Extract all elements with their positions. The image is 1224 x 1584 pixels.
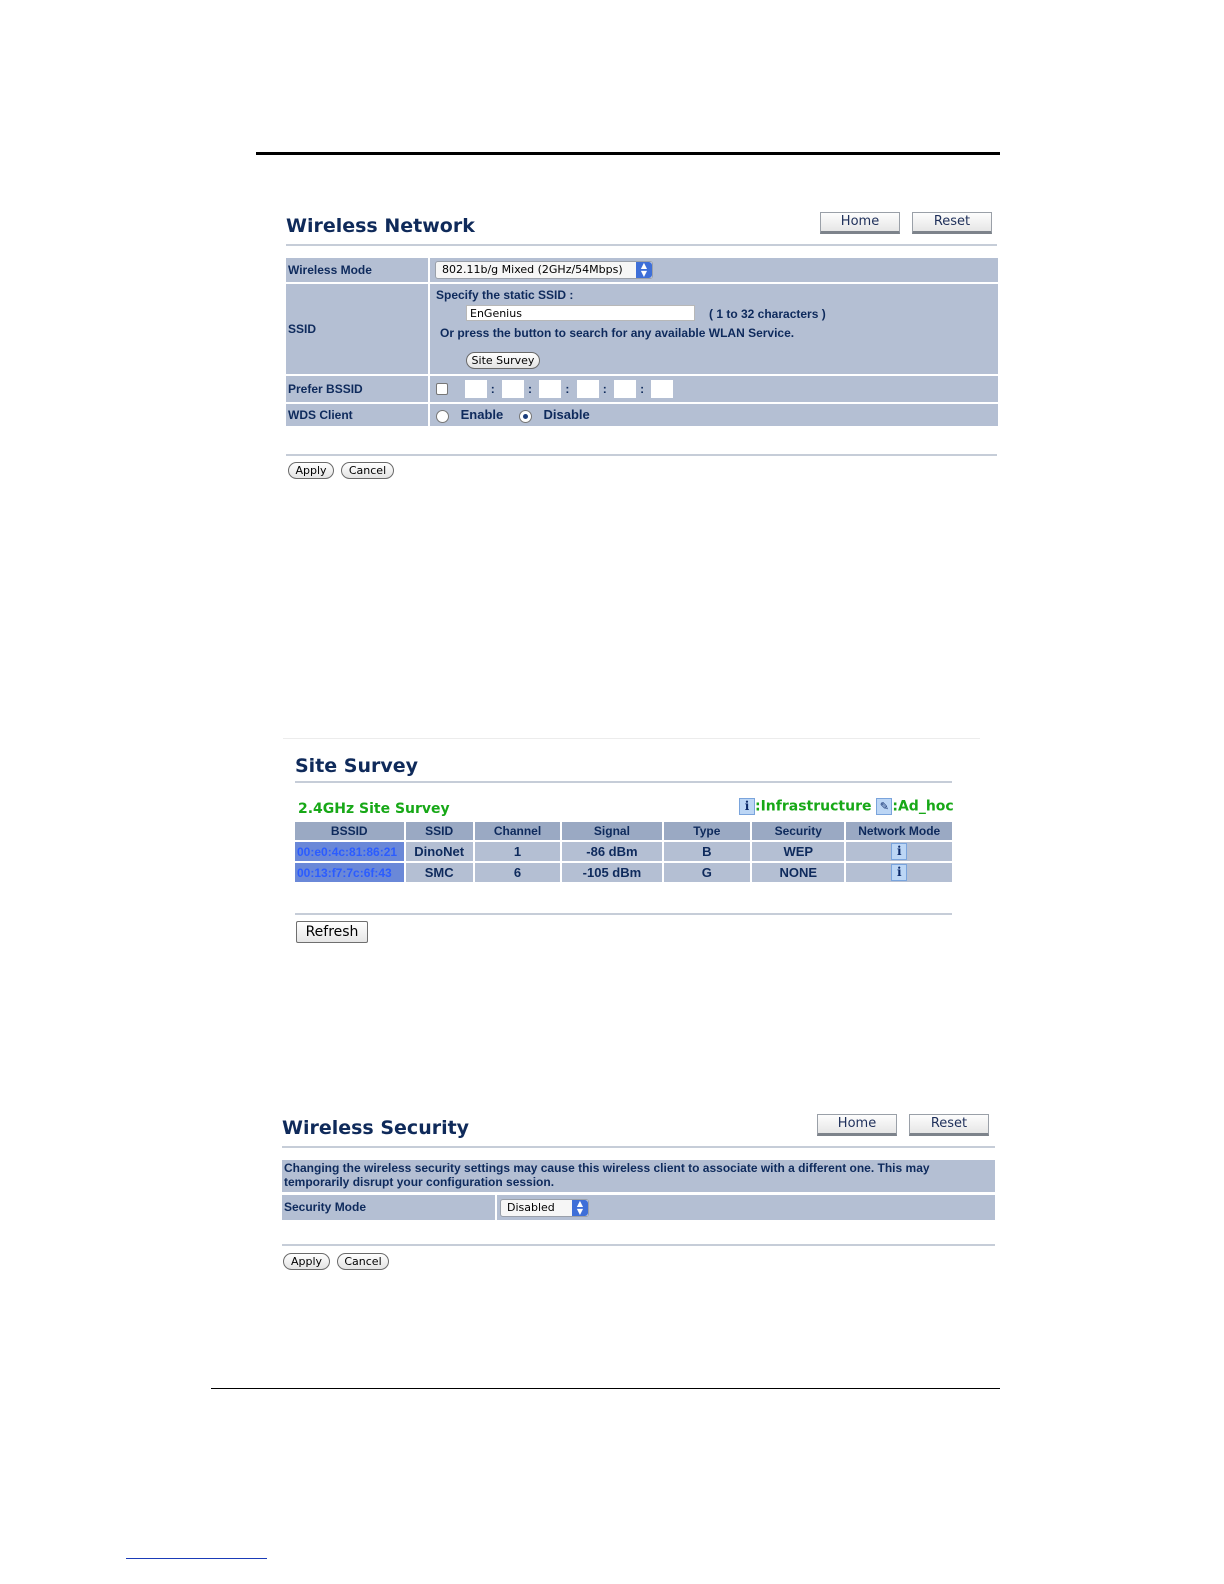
apply-button[interactable]: Apply xyxy=(288,462,334,479)
network-mode-cell xyxy=(846,842,952,861)
title-divider xyxy=(282,1146,995,1148)
bssid-octet-input[interactable] xyxy=(539,380,561,398)
bssid-link[interactable]: 00:e0:4c:81:86:21 xyxy=(295,842,404,861)
refresh-button[interactable]: Refresh xyxy=(296,921,368,943)
channel-cell: 6 xyxy=(475,863,560,882)
apply-button[interactable]: Apply xyxy=(283,1253,330,1270)
channel-cell: 1 xyxy=(475,842,560,861)
adhoc-icon: ✎ xyxy=(876,798,892,815)
page-header-rule xyxy=(256,152,1000,155)
ssid-prompt: Specify the static SSID : xyxy=(436,288,574,302)
ssid-length-hint: ( 1 to 32 characters ) xyxy=(709,307,826,321)
site-survey-title: Site Survey xyxy=(295,755,419,777)
type-cell: G xyxy=(664,863,750,882)
prefer-bssid-label: Prefer BSSID xyxy=(286,376,430,402)
form-divider xyxy=(286,454,997,456)
wds-disable-label: Disable xyxy=(543,407,590,423)
site-survey-button[interactable]: Site Survey xyxy=(466,352,540,369)
reset-button[interactable]: Reset xyxy=(909,1114,989,1136)
site-survey-table xyxy=(293,820,954,884)
column-header: Network Mode xyxy=(846,822,952,840)
infrastructure-icon: i xyxy=(891,843,907,860)
ssid-input[interactable]: EnGenius xyxy=(466,305,695,321)
ssid-search-hint: Or press the button to search for any available WLAN Service. xyxy=(440,326,795,340)
wds-client-label: WDS Client xyxy=(286,404,430,426)
title-divider xyxy=(286,244,997,246)
column-header: Channel xyxy=(475,822,560,840)
bssid-octet-input[interactable] xyxy=(465,380,487,398)
table-row[interactable] xyxy=(295,863,952,882)
home-button[interactable]: Home xyxy=(817,1114,897,1136)
column-header: SSID xyxy=(406,822,473,840)
cancel-button[interactable]: Cancel xyxy=(341,462,394,479)
bssid-octet-input[interactable] xyxy=(614,380,636,398)
security-cell: NONE xyxy=(752,863,844,882)
wds-enable-label: Enable xyxy=(460,407,504,423)
wireless-mode-select[interactable] xyxy=(435,261,653,279)
title-divider xyxy=(295,781,952,783)
security-mode-value: Disabled xyxy=(507,1201,555,1214)
security-title: Wireless Security xyxy=(282,1117,470,1139)
type-cell: B xyxy=(664,842,750,861)
home-button[interactable]: Home xyxy=(820,212,900,234)
security-cell: WEP xyxy=(752,842,844,861)
column-header: BSSID xyxy=(295,822,404,840)
column-header: Security xyxy=(752,822,844,840)
bssid-octet-input[interactable] xyxy=(502,380,524,398)
prefer-bssid-checkbox[interactable] xyxy=(436,383,448,395)
table-row[interactable] xyxy=(295,842,952,861)
infrastructure-icon: i xyxy=(739,798,755,815)
bssid-link[interactable]: 00:13:f7:7c:6f:43 xyxy=(295,863,404,882)
wds-disable-radio[interactable] xyxy=(519,410,532,423)
select-arrows-icon: ▲ ▼ xyxy=(572,1200,588,1216)
security-mode-select[interactable] xyxy=(500,1199,589,1217)
page-footer-rule xyxy=(211,1388,1000,1389)
bssid-octet-input[interactable] xyxy=(651,380,673,398)
signal-cell: -105 dBm xyxy=(562,863,661,882)
footnote-rule xyxy=(126,1558,267,1559)
ssid-cell: SMC xyxy=(406,863,473,882)
wireless-mode-label: Wireless Mode xyxy=(286,258,430,282)
security-warning-notice: Changing the wireless security settings may cause this wireless client to associate with a different one. This may temporarily disrupt your configuration session. xyxy=(282,1160,995,1192)
cancel-button[interactable]: Cancel xyxy=(337,1253,389,1270)
legend-infrastructure: :Infrastructure xyxy=(755,798,872,815)
wireless-settings-table: Wireless Mode 802.11b/g Mixed (2GHz/54Mbps) ▲ ▼ SSID Specify the static SSID : EnGenius ( 1 to 32 characters ) Or press the button to search for any available WLAN Service. Site Survey Prefer BSSID : : : : : WDS Client Enable Disable xyxy=(286,256,998,428)
reset-button[interactable]: Reset xyxy=(912,212,992,234)
legend-adhoc: :Ad_hoc xyxy=(892,798,954,815)
select-arrows-icon: ▲ ▼ xyxy=(636,262,652,278)
screenshot-border xyxy=(283,738,980,739)
infrastructure-icon: i xyxy=(891,864,907,881)
network-mode-legend xyxy=(739,798,954,815)
security-mode-row xyxy=(282,1195,995,1220)
ssid-label: SSID xyxy=(286,284,430,374)
bssid-octet-input[interactable] xyxy=(577,380,599,398)
column-header: Type xyxy=(664,822,750,840)
site-survey-subtitle: 2.4GHz Site Survey xyxy=(298,801,450,817)
wireless-mode-value: 802.11b/g Mixed (2GHz/54Mbps) xyxy=(442,263,623,276)
column-header: Signal xyxy=(562,822,661,840)
wds-enable-radio[interactable] xyxy=(436,410,449,423)
form-divider xyxy=(282,1244,995,1246)
network-mode-cell xyxy=(846,863,952,882)
table-divider xyxy=(295,913,952,915)
security-mode-label: Security Mode xyxy=(284,1200,367,1214)
page-title: Wireless Network xyxy=(286,215,475,237)
ssid-cell: DinoNet xyxy=(406,842,473,861)
signal-cell: -86 dBm xyxy=(562,842,661,861)
